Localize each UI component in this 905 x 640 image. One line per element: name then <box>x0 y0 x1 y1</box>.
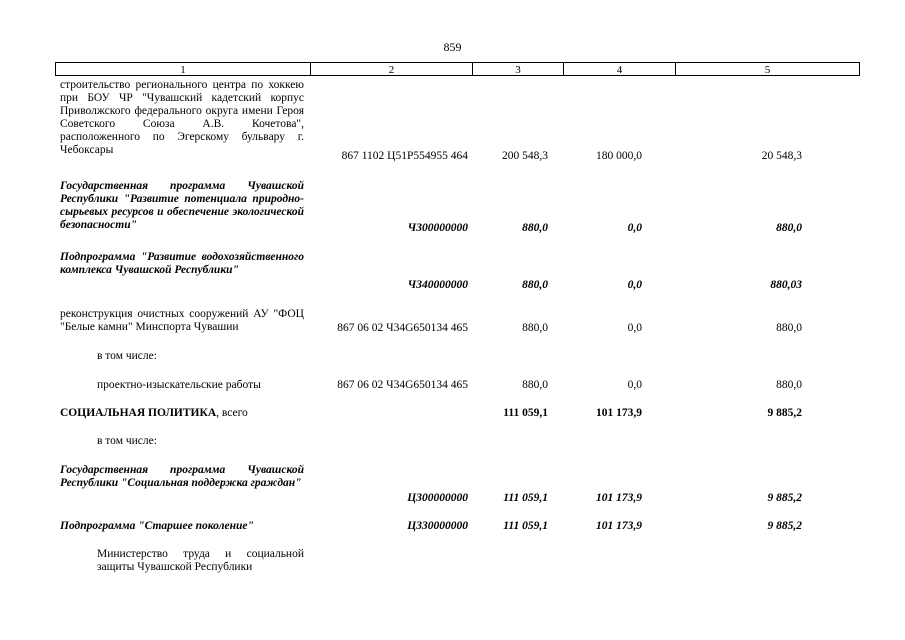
subprogram-value-col5: 880,03 <box>770 279 802 291</box>
program-value-col3: 880,0 <box>522 222 548 234</box>
page-number: 859 <box>443 40 462 54</box>
subprogram-name: Подпрограмма "Старшее поколение" <box>60 520 254 532</box>
section-title: СОЦИАЛЬНАЯ ПОЛИТИКА <box>60 407 217 419</box>
section-value-col4: 101 173,9 <box>596 407 642 419</box>
row-name: проектно-изыскательские работы <box>97 379 261 391</box>
section-suffix: , всего <box>216 407 248 419</box>
program-code: Ч300000000 <box>407 222 468 234</box>
column-header-4: 4 <box>563 62 675 76</box>
subprogram-value-col3: 880,0 <box>522 279 548 291</box>
row-name: строительство регионального центра по хоккею при БОУ ЧР "Чувашский кадетский корпус Приволжского федерального округа имени Героя Советского Союза А.В. Кочетова", расположенного по Эгерскому бульвару г. Чебоксары <box>60 79 304 156</box>
subprogram-code: Ч340000000 <box>407 279 468 291</box>
row-code: 867 06 02 Ч34G650134 465 <box>337 322 468 334</box>
program-value-col5: 9 885,2 <box>767 492 802 504</box>
section-name <box>60 407 304 420</box>
subprogram-code: Ц330000000 <box>407 520 468 532</box>
subprogram-name: Подпрограмма "Развитие водохозяйственного комплекса Чувашской Республики" <box>60 251 304 276</box>
ministry-name: Министерство труда и социальной защиты Чувашской Республики <box>97 548 304 573</box>
program-value-col4: 0,0 <box>627 222 642 234</box>
subprogram-value-col5: 9 885,2 <box>767 520 802 532</box>
subprogram-value-col4: 101 173,9 <box>596 520 642 532</box>
program-value-col5: 880,0 <box>776 222 802 234</box>
row-value-col4: 180 000,0 <box>596 150 642 162</box>
subheading-including: в том числе: <box>97 350 157 362</box>
row-code: 867 1102 Ц51Р554955 464 <box>341 150 468 162</box>
row-value-col4: 0,0 <box>627 322 642 334</box>
row-value-col3: 880,0 <box>522 379 548 391</box>
row-value-col5: 880,0 <box>776 322 802 334</box>
subprogram-value-col3: 111 059,1 <box>503 520 548 532</box>
program-value-col4: 101 173,9 <box>596 492 642 504</box>
section-value-col5: 9 885,2 <box>767 407 802 419</box>
program-name: Государственная программа Чувашской Республики "Развитие потенциала природно-сырьевых ресурсов и обеспечение экологической безопасности" <box>60 180 304 231</box>
section-value-col3: 111 059,1 <box>503 407 548 419</box>
row-value-col3: 880,0 <box>522 322 548 334</box>
row-value-col3: 200 548,3 <box>502 150 548 162</box>
column-header-5: 5 <box>675 62 860 76</box>
subheading-including: в том числе: <box>97 435 157 447</box>
program-value-col3: 111 059,1 <box>503 492 548 504</box>
row-code: 867 06 02 Ч34G650134 465 <box>337 379 468 391</box>
program-name: Государственная программа Чувашской Республики "Социальная поддержка граждан" <box>60 464 304 489</box>
column-header-3: 3 <box>472 62 563 76</box>
row-value-col5: 20 548,3 <box>761 150 802 162</box>
row-name: реконструкция очистных сооружений АУ "ФОЦ "Белые камни" Минспорта Чувашии <box>60 308 304 333</box>
row-value-col5: 880,0 <box>776 379 802 391</box>
row-value-col4: 0,0 <box>627 379 642 391</box>
column-header-1: 1 <box>55 62 310 76</box>
program-code: Ц300000000 <box>407 492 468 504</box>
column-header-2: 2 <box>310 62 472 76</box>
subprogram-value-col4: 0,0 <box>627 279 642 291</box>
